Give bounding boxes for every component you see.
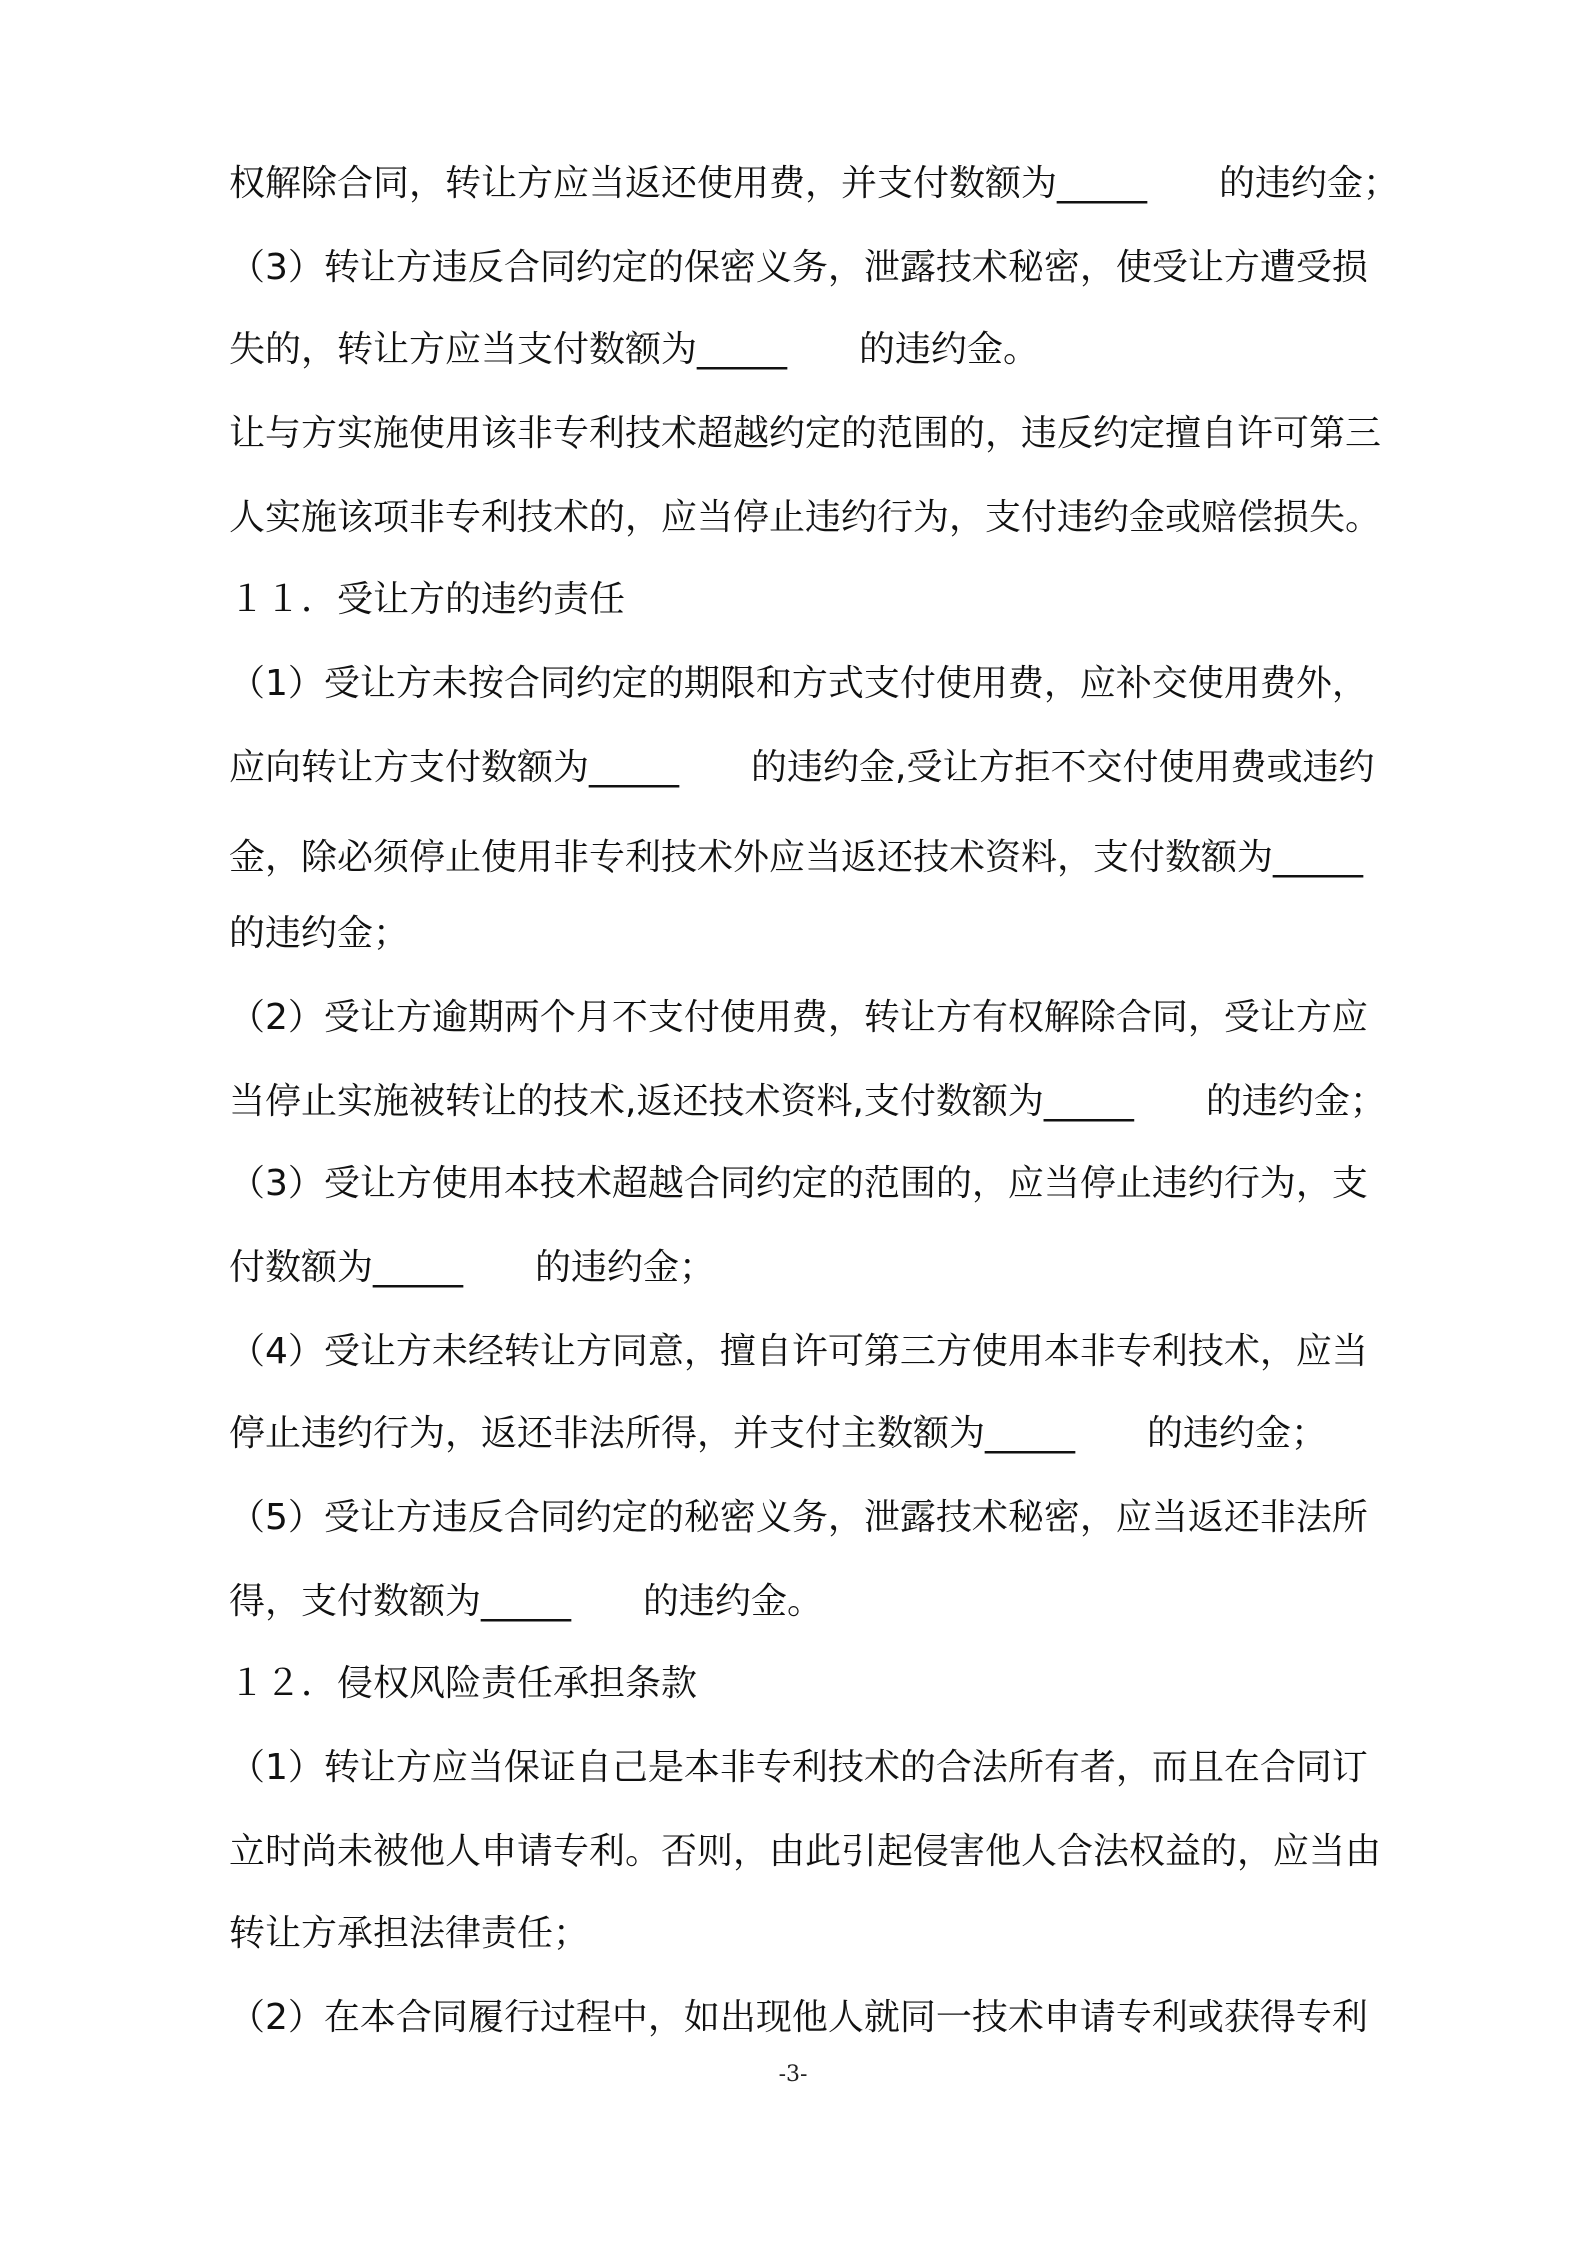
text-line: 让与方实施使用该非专利技术超越约定的范围的，违反约定擅自许可第三	[229, 413, 1382, 454]
text-line: 失的，转让方应当支付数额为_____ 的违约金。	[229, 329, 1040, 370]
text-line: （2）在本合同履行过程中，如出现他人就同一技术申请专利或获得专利	[229, 1997, 1368, 2038]
section-heading: １２．侵权风险责任承担条款	[229, 1663, 698, 1704]
text-line: （3）转让方违反合同约定的保密义务，泄露技术秘密，使受让方遭受损	[229, 247, 1368, 288]
text-line: 得，支付数额为_____ 的违约金。	[229, 1581, 824, 1622]
text-line: 应向转让方支付数额为_____ 的违约金,受让方拒不交付使用费或违约	[229, 747, 1375, 788]
text-line: （3）受让方使用本技术超越合同约定的范围的，应当停止违约行为，支	[229, 1163, 1368, 1204]
text-line: （5）受让方违反合同约定的秘密义务，泄露技术秘密，应当返还非法所	[229, 1497, 1368, 1538]
text-line: 金，除必须停止使用非专利技术外应当返还技术资料，支付数额为_____	[229, 837, 1364, 878]
section-heading: １１．受让方的违约责任	[229, 579, 626, 620]
text-line: 权解除合同，转让方应当返还使用费，并支付数额为_____ 的违约金；	[229, 163, 1400, 204]
text-line: 立时尚未被他人申请专利。否则，由此引起侵害他人合法权益的，应当由	[229, 1831, 1382, 1872]
text-line: 人实施该项非专利技术的，应当停止违约行为，支付违约金或赔偿损失。	[229, 497, 1382, 538]
text-line: （2）受让方逾期两个月不支付使用费，转让方有权解除合同，受让方应	[229, 997, 1368, 1038]
text-line: （4）受让方未经转让方同意，擅自许可第三方使用本非专利技术，应当	[229, 1331, 1368, 1372]
text-line: 当停止实施被转让的技术,返还技术资料,支付数额为_____ 的违约金；	[229, 1081, 1386, 1122]
text-line: 的违约金；	[229, 913, 410, 954]
text-line: （1）受让方未按合同约定的期限和方式支付使用费，应补交使用费外，	[229, 663, 1368, 704]
page-number: -3-	[778, 2062, 808, 2087]
text-line: 付数额为_____ 的违约金；	[229, 1247, 716, 1288]
text-line: （1）转让方应当保证自己是本非专利技术的合法所有者，而且在合同订	[229, 1747, 1368, 1788]
text-line: 停止违约行为，返还非法所得，并支付主数额为_____ 的违约金；	[229, 1413, 1328, 1454]
text-line: 转让方承担法律责任；	[229, 1913, 590, 1954]
